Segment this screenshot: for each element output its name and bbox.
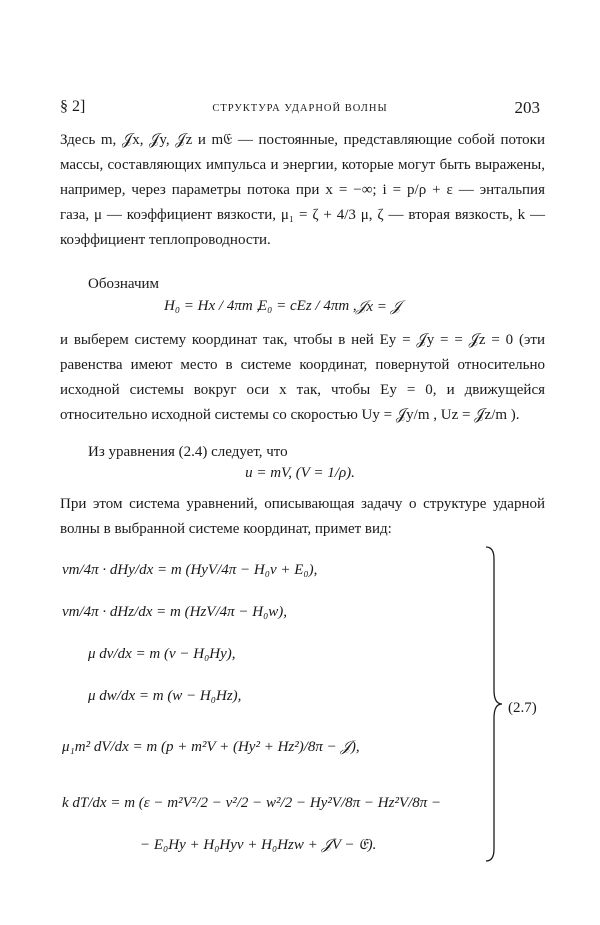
equation-line-4: μ dw/dx = m (w − H₀Hz),: [88, 688, 242, 704]
equation-number: (2.7): [508, 700, 537, 716]
definition-H0: H₀ = Hx / 4πm ,: [164, 298, 261, 314]
equation-line-1: νm/4π · dHy/dx = m (HyV/4π − H₀v + E₀),: [62, 562, 318, 578]
right-brace: [484, 545, 504, 863]
paragraph-system-intro: При этом система уравнений, описывающая задачу о структуре ударной волны в выбранной системе координат, примет вид:: [60, 496, 545, 537]
equation-line-5: μ₁m² dV/dx = m (p + m²V + (Hy² + Hz²)/8π − 𝒥),: [62, 739, 360, 755]
definition-E0: E₀ = cEz / 4πm ,: [258, 298, 357, 314]
paragraph-definitions: Здесь m, 𝒥x, 𝒥y, 𝒥z и m𝔈 — постоянные, представляющие собой потоки массы, составляющих импульса и энергии, которые могут быть выражены, например, через параметры потока при x = −∞; i = p/ρ + ε — энтальпия газа, μ — коэффициент вязкости, μ₁ = ζ + 4/3 μ, ζ — вторая вязкость, k — коэффициент теплопроводности.: [60, 132, 545, 248]
page-number: 203: [514, 98, 540, 117]
paragraph-coordinate-system: и выберем систему координат так, чтобы в ней Ey = 𝒥y = = 𝒥z = 0 (эти равенства имеют место в системе координат, повернутой относительно исходной системы вокруг оси x так, чтобы Ey = 0, и движущейся относительно исходной системы со скоростью Uy = 𝒥y/m , Uz = 𝒥z/m ).: [60, 332, 545, 423]
section-marker: § 2]: [60, 98, 86, 115]
running-title: СТРУКТУРА УДАРНОЙ ВОЛНЫ: [212, 103, 388, 114]
equation-u-mV: u = mV, (V = 1/ρ).: [245, 465, 355, 481]
paragraph-from-equation: Из уравнения (2.4) следует, что: [88, 444, 288, 460]
equation-line-6: k dT/dx = m (ε − m²V²/2 − v²/2 − w²/2 − Hy²V/8π − Hz²V/8π −: [62, 795, 442, 811]
equation-line-3: μ dv/dx = m (v − H₀Hy),: [88, 646, 236, 662]
definition-J: 𝒥x = 𝒥: [356, 299, 401, 315]
equation-line-2: νm/4π · dHz/dx = m (HzV/4π − H₀w),: [62, 604, 288, 620]
equation-line-7: − E₀Hy + H₀Hyv + H₀Hzw + 𝒥V − 𝔈).: [140, 837, 377, 853]
label-oboznachim: Обозначим: [88, 276, 160, 292]
